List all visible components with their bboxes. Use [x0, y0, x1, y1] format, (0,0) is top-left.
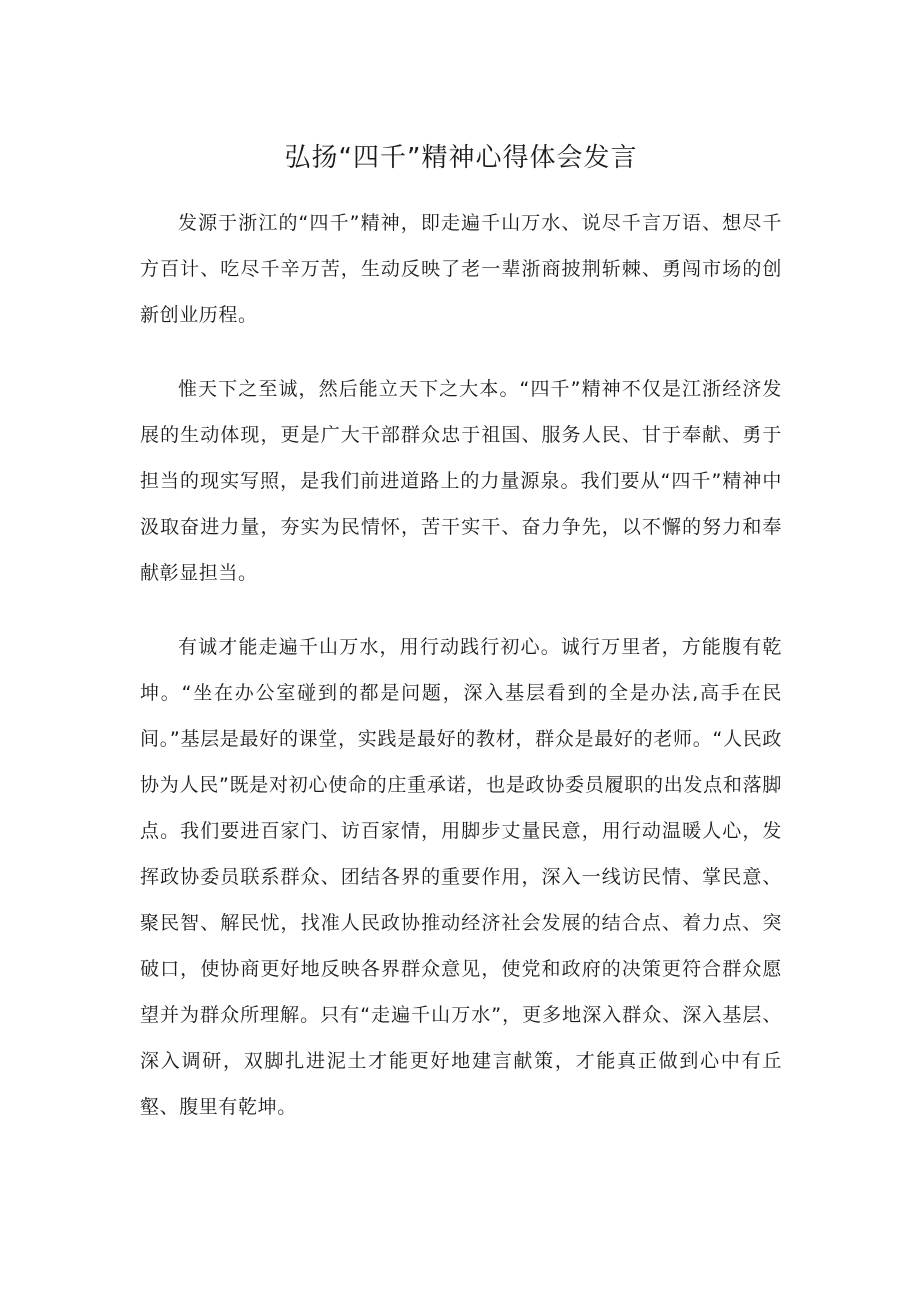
paragraph-1: 发源于浙江的“四千”精神，即走遍千山万水、说尽千言万语、想尽千方百计、吃尽千辛万苦，生动反映了老一辈浙商披荆斩棘、勇闯市场的创新创业历程。: [140, 212, 782, 326]
paragraph-2: 惟天下之至诚，然后能立天下之大本。“四千”精神不仅是江浙经济发展的生动体现，更是广大干部群众忠于祖国、服务人民、甘于奉献、勇于担当的现实写照，是我们前进道路上的力量源泉。我们要从“四千”精神中汲取奋进力量，夯实为民情怀，苦干实干、奋力争先，以不懈的努力和奉献彰显担当。: [140, 378, 782, 584]
paragraph-3: 有诚才能走遍千山万水，用行动践行初心。诚行万里者，方能腹有乾坤。“坐在办公室碰到的都是问题，深入基层看到的全是办法,高手在民间。”基层是最好的课堂，实践是最好的教材，群众是最好的老师。“人民政协为人民”既是对初心使命的庄重承诺，也是政协委员履职的出发点和落脚点。我们要进百家门、访百家情，用脚步丈量民意，用行动温暖人心，发挥政协委员联系群众、团结各界的重要作用，深入一线访民情、掌民意、聚民智、解民忧，找准人民政协推动经济社会发展的结合点、着力点、突破口，使协商更好地反映各界群众意见，使党和政府的决策更符合群众愿望并为群众所理解。只有“走遍千山万水”，更多地深入群众、深入基层、深入调研，双脚扎进泥土才能更好地建言献策，才能真正做到心中有丘壑、腹里有乾坤。: [140, 636, 782, 1118]
document-title: 弘扬“四千”精神心得体会发言: [284, 143, 638, 173]
